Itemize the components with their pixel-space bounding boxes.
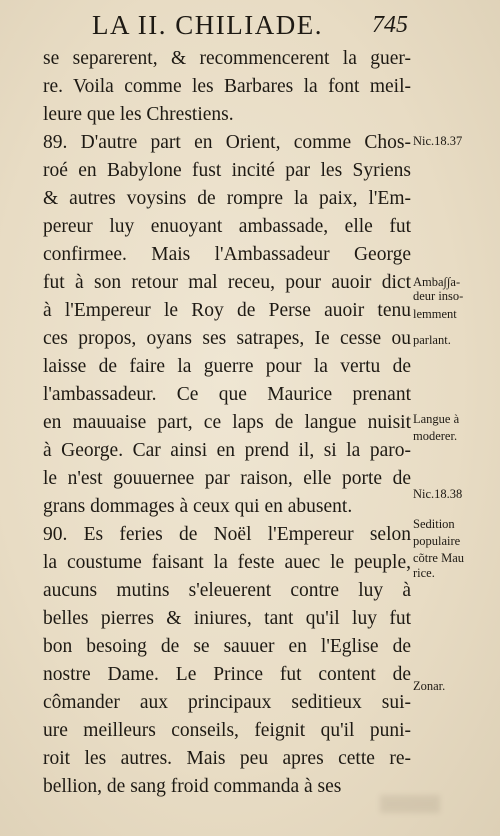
paragraph-89-start: 89. D'autre part en Orient, comme Chos-	[43, 132, 411, 153]
text-line: belles pierres & iniures, tant qu'il luy fut	[43, 608, 411, 629]
text-line: l'ambassadeur. Ce que Maurice prenant	[43, 384, 411, 405]
margin-note-ambassadeur: parlant.	[413, 333, 451, 347]
text-line: roit les autres. Mais peu apres cette re-	[43, 748, 411, 769]
running-head: LA II. CHILIADE.	[92, 10, 323, 40]
text-line: bon besoing de se sauuer en l'Eglise de	[43, 636, 411, 657]
page-header	[0, 8, 500, 44]
paragraph-90-start: 90. Es feries de Noël l'Empereur selon	[43, 524, 411, 545]
text-line: aucuns mutins s'eleuerent contre luy à	[43, 580, 411, 601]
text-line: à l'Empereur le Roy de Perse auoir tenu	[43, 300, 411, 321]
margin-note-langue: moderer.	[413, 429, 458, 443]
margin-note-sedition: populaire	[413, 534, 461, 548]
text-line: se separerent, & recommencerent la guer-	[43, 48, 411, 69]
margin-note-sedition: cõtre Mau	[413, 551, 465, 565]
text-line: grans dommages à ceux qui en abusent.	[43, 496, 353, 517]
margin-note-zonar: Zonar.	[413, 679, 446, 693]
margin-note-langue: Langue à	[413, 412, 460, 426]
text-line: bellion, de sang froid commanda à ses	[43, 776, 342, 797]
body-text	[43, 45, 411, 801]
margin-note-ambassadeur: deur inso-	[413, 289, 464, 303]
text-line: pereur luy enuoyant ambassade, elle fut	[43, 216, 411, 237]
text-line: roé en Babylone fust incité par les Syriens	[43, 160, 411, 181]
text-line: fut à son retour mal receu, pour auoir dict	[43, 272, 411, 293]
text-line: & autres voysins de rompre la paix, l'Em-	[43, 188, 411, 209]
text-line: re. Voila comme les Barbares la font meil-	[43, 76, 411, 97]
text-line: laisse de faire la guerre pour la vertu de	[43, 356, 411, 377]
ink-bleed-through	[380, 795, 440, 813]
text-line: cômander aux principaux seditieux sui-	[43, 692, 411, 713]
page-number: 745	[372, 12, 408, 38]
text-line: nostre Dame. Le Prince fut content de	[43, 664, 411, 685]
margin-note-sedition: Sedition	[413, 517, 455, 531]
text-line: confirmee. Mais l'Ambassadeur George	[43, 244, 411, 265]
margin-note-nic-18-37: Nic.18.37	[413, 134, 463, 148]
text-line: leure que les Chrestiens.	[43, 104, 234, 125]
text-line: ure meilleurs conseils, feignit qu'il puni-	[43, 720, 411, 741]
text-line: ces propos, oyans ses satrapes, Ie cesse ou	[43, 328, 411, 349]
margin-note-ambassadeur: Amba∫∫a-	[413, 275, 461, 289]
text-line: la coustume faisant la feste auec le peuple,	[43, 552, 411, 573]
margin-note-sedition: rice.	[413, 566, 435, 580]
text-line: à George. Car ainsi en prend il, si la paro-	[43, 440, 411, 461]
margin-note-ambassadeur: lemment	[413, 307, 457, 321]
text-line: le n'est gouuernee par raison, elle porte de	[43, 468, 411, 489]
margin-note-nic-18-38: Nic.18.38	[413, 487, 463, 501]
text-line: en mauuaise part, ce laps de langue nuisit	[43, 412, 411, 433]
